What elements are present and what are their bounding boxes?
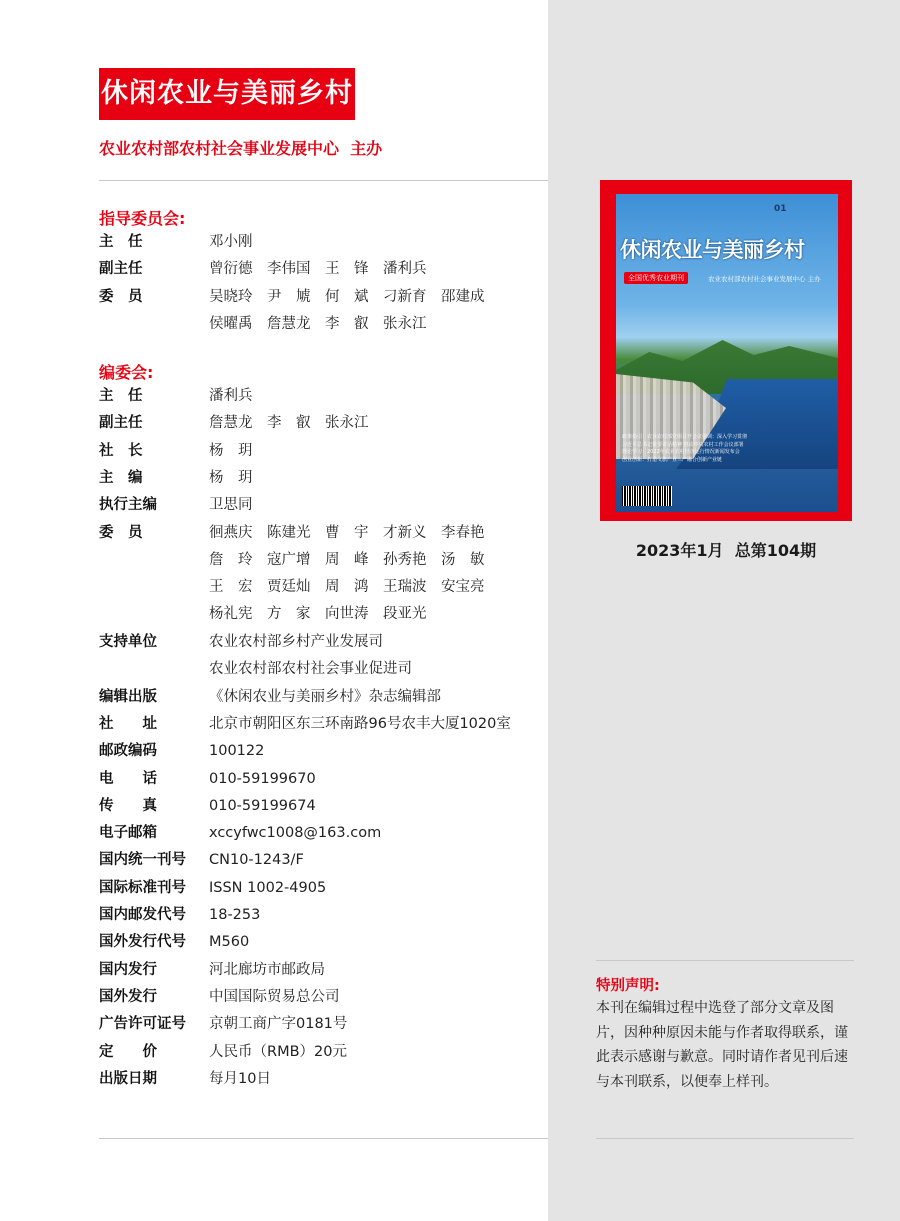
- info-label: 国内邮发代号: [99, 907, 186, 923]
- info-value: 《休闲农业与美丽乡村》杂志编辑部: [209, 688, 441, 705]
- info-label: 定 价: [99, 1043, 157, 1060]
- info-value: M560: [209, 934, 250, 951]
- info-value: 010-59199674: [209, 797, 316, 814]
- info-value: 18-253: [209, 907, 261, 923]
- info-label: 电 话: [99, 770, 157, 787]
- notice-divider-bottom: [596, 1138, 854, 1139]
- cover-toc-item: 习近平总书记重要讲话精神 推动中央农村工作会议部署: [622, 441, 744, 448]
- divider-top: [99, 180, 548, 181]
- info-label: 电子邮箱: [99, 825, 157, 842]
- info-value: 杨礼宪 方 家 向世涛 段亚光: [209, 606, 427, 623]
- notice-divider-top: [596, 960, 854, 961]
- cover-tag: 全国优秀农业期刊: [624, 272, 688, 284]
- info-label: 传 真: [99, 797, 157, 814]
- sponsor-line: 农业农村部农村社会事业发展中心 主办: [99, 139, 383, 158]
- cover-toc-item: 政策指引：农业农村部党组召开会议强调：深入学习贯彻: [622, 434, 748, 440]
- info-value: 每月10日: [209, 1070, 271, 1087]
- info-value: 河北廊坊市邮政局: [209, 961, 325, 978]
- notice-title: 特别声明:: [596, 978, 660, 994]
- info-label: 副主任: [99, 415, 143, 432]
- editorial-heading: 编委会:: [99, 363, 154, 382]
- info-label: 国外发行: [99, 988, 157, 1005]
- info-label: 主 任: [99, 234, 143, 250]
- info-value: 京朝工商广字0181号: [209, 1016, 348, 1033]
- info-value: 100122: [209, 743, 265, 760]
- info-label: 出版日期: [99, 1070, 157, 1087]
- info-label: 社 址: [99, 715, 157, 732]
- info-value: 中国国际贸易总公司: [209, 988, 340, 1005]
- info-label: 社 长: [99, 442, 143, 459]
- info-label: 编辑出版: [99, 688, 157, 705]
- cover-toc-item: 理论学习：2022年农业农村经济运行情况新闻发布会: [622, 449, 740, 455]
- info-value: 人民币（RMB）20元: [209, 1043, 347, 1060]
- info-value: 王 宏 贾廷灿 周 鸿 王瑞波 安宝亮: [209, 579, 485, 596]
- info-label: 委 员: [99, 524, 143, 541]
- info-value: 杨 玥: [209, 442, 253, 459]
- info-label: 国际标准刊号: [99, 879, 186, 896]
- info-value: 潘利兵: [209, 388, 253, 404]
- info-label: 支持单位: [99, 634, 157, 650]
- info-label: 国内统一刊号: [99, 852, 186, 869]
- cover-subtitle: 农业农村部农村社会事业发展中心 主办: [708, 275, 821, 283]
- info-value: 杨 玥: [209, 469, 253, 486]
- info-value: ISSN 1002-4905: [209, 879, 327, 896]
- info-value: 曾衍德 李伟国 王 锋 潘利兵: [209, 261, 427, 278]
- info-label: 国内发行: [99, 961, 157, 978]
- info-label: 委 员: [99, 288, 143, 305]
- info-value: xccyfwc1008@163.com: [209, 825, 382, 842]
- info-value: 农业农村部乡村产业发展司: [209, 634, 383, 650]
- cover-photo: [616, 194, 838, 512]
- divider-bottom: [99, 1138, 548, 1139]
- info-value: 詹 玲 寇广增 周 峰 孙秀艳 汤 敏: [209, 551, 485, 568]
- info-label: 国外发行代号: [99, 934, 186, 951]
- info-value: 侯曜禹 詹慧龙 李 叡 张永江: [209, 315, 427, 332]
- info-label: 主 任: [99, 388, 143, 404]
- info-value: 詹慧龙 李 叡 张永江: [209, 415, 369, 432]
- info-value: 北京市朝阳区东三环南路96号农丰大厦1020室: [209, 715, 511, 732]
- info-value: 农业农村部农村社会事业促进司: [209, 661, 412, 678]
- info-label: 主 编: [99, 469, 143, 486]
- info-label: 邮政编码: [99, 743, 157, 760]
- info-label: 副主任: [99, 261, 143, 278]
- guidance-heading: 指导委员会:: [99, 209, 186, 228]
- info-value: CN10-1243/F: [209, 852, 304, 869]
- info-value: 邓小刚: [209, 234, 253, 250]
- info-value: 徊燕庆 陈建光 曹 宇 才新义 李春艳: [209, 524, 485, 541]
- info-value: 吴晓玲 尹 虓 何 斌 刁新育 邵建成: [209, 288, 485, 305]
- issue-date: 2023年1月 总第104期: [635, 541, 817, 560]
- cover-image: [600, 180, 852, 521]
- info-label: 执行主编: [99, 497, 157, 514]
- cover-issue-number: 01: [774, 204, 787, 214]
- cover-title: 休闲农业与美丽乡村: [620, 238, 805, 262]
- cover-toc: [622, 434, 792, 464]
- magazine-title-badge: 休闲农业与美丽乡村: [99, 68, 355, 120]
- barcode-icon: [622, 486, 672, 506]
- info-value: 010-59199670: [209, 770, 316, 787]
- cover-toc-item: 创业创新：打造文旅产业三产融合创新产业链: [622, 456, 723, 463]
- info-value: 卫思同: [209, 497, 253, 514]
- notice-body: 本刊在编辑过程中选登了部分文章及图片，因种种原因未能与作者取得联系，谨此表示感谢与歉意。同时请作者见刊后速与本刊联系，以便奉上样刊。: [596, 1000, 848, 1090]
- info-label: 广告许可证号: [99, 1016, 186, 1033]
